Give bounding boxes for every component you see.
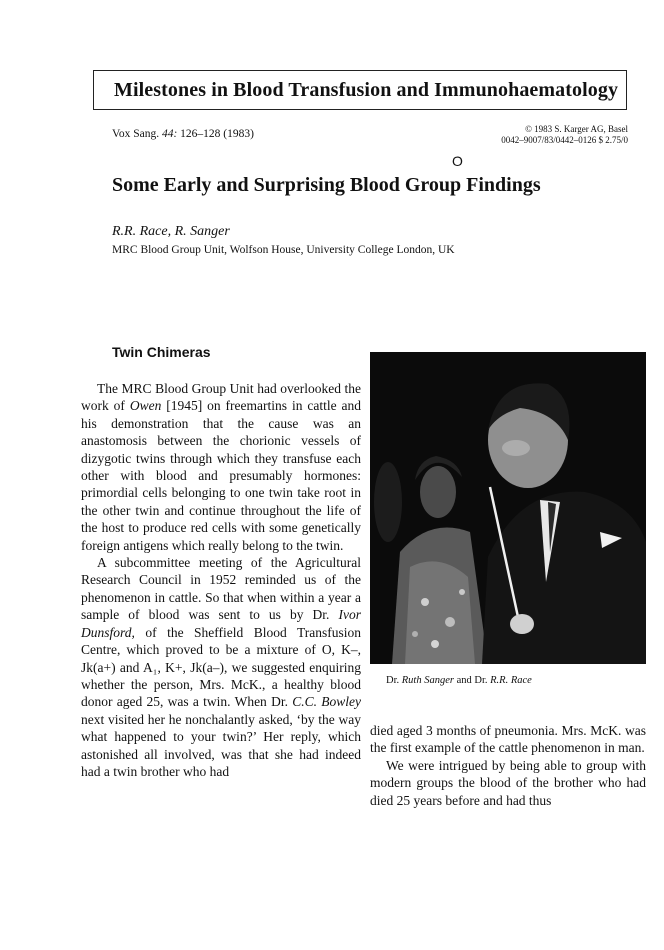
paragraph: We were intrigued by being able to group with modern groups the blood of the brother who had died 25 years before and had thus <box>370 757 646 808</box>
journal-name: Vox Sang. <box>112 128 160 140</box>
issn-line: 0042–9007/83/0442–0126 $ 2.75/0 <box>501 135 628 145</box>
caption-name: R.R. Race <box>490 675 532 686</box>
caption-name: Ruth Sanger <box>401 675 454 686</box>
journal-citation <box>112 128 254 140</box>
copyright-block <box>501 124 628 146</box>
copyright-line: © 1983 S. Karger AG, Basel <box>525 124 628 134</box>
journal-pages: 126–128 (1983) <box>180 128 254 140</box>
series-title: Milestones in Blood Transfusion and Immunohaematology <box>114 78 619 101</box>
paragraph: died aged 3 months of pneumonia. Mrs. McK. was the first example of the cattle phenomenon in man. <box>370 723 646 756</box>
journal-volume: 44: <box>161 128 178 140</box>
portrait-photo <box>370 352 646 664</box>
person-name: Ivor Dunsford, <box>81 607 361 640</box>
figure-caption: Dr. Ruth Sanger and Dr. R.R. Race <box>386 675 532 686</box>
article-authors: R.R. Race, R. Sanger <box>112 224 230 239</box>
right-column <box>370 722 646 809</box>
section-heading: Twin Chimeras <box>112 344 211 360</box>
article-affiliation: MRC Blood Group Unit, Wolfson House, University College London, UK <box>112 244 455 256</box>
page-marker: O <box>452 153 463 169</box>
paragraph: The MRC Blood Group Unit had overlooked the work of Owen [1945] on freemartins in cattle and his demonstration that the cause was an anastomosis between the chorionic vessels of dizygotic twins through which they transfuse each other with blood and presumably hormones: primordial cells belonging to one twin take root in the other twin and continue throughout the life of the host to produce red cells with some genetically foreign antigens which really belong to the twin. <box>81 381 361 553</box>
person-name: C.C. Bowley <box>292 694 361 710</box>
article-title: Some Early and Surprising Blood Group Findings <box>112 174 541 196</box>
photo-illustration <box>370 352 646 664</box>
paragraph: A subcommittee meeting of the Agricultural Research Council in 1952 reminded us of the phenomenon in cattle. So that when within a year a sample of blood was sent to us by Dr. Ivor Dunsford, of the Sheffield Blood Transfusion Centre, which proved to be a mixture of O, K–, Jk(a+) and A₁, K+, Jk(a–), we suggested enquiring whether the person, Mrs. McK., a healthy blood donor aged 25, was a twin. When Dr. C.C. Bowley next visited her he nonchalantly asked, ‘by the way what happened to your twin?’ Her reply, which astonished all involved, was that she had indeed had a twin brother who had <box>81 555 361 779</box>
left-column <box>81 380 361 780</box>
series-banner <box>93 70 627 110</box>
cited-author: Owen <box>129 398 162 414</box>
